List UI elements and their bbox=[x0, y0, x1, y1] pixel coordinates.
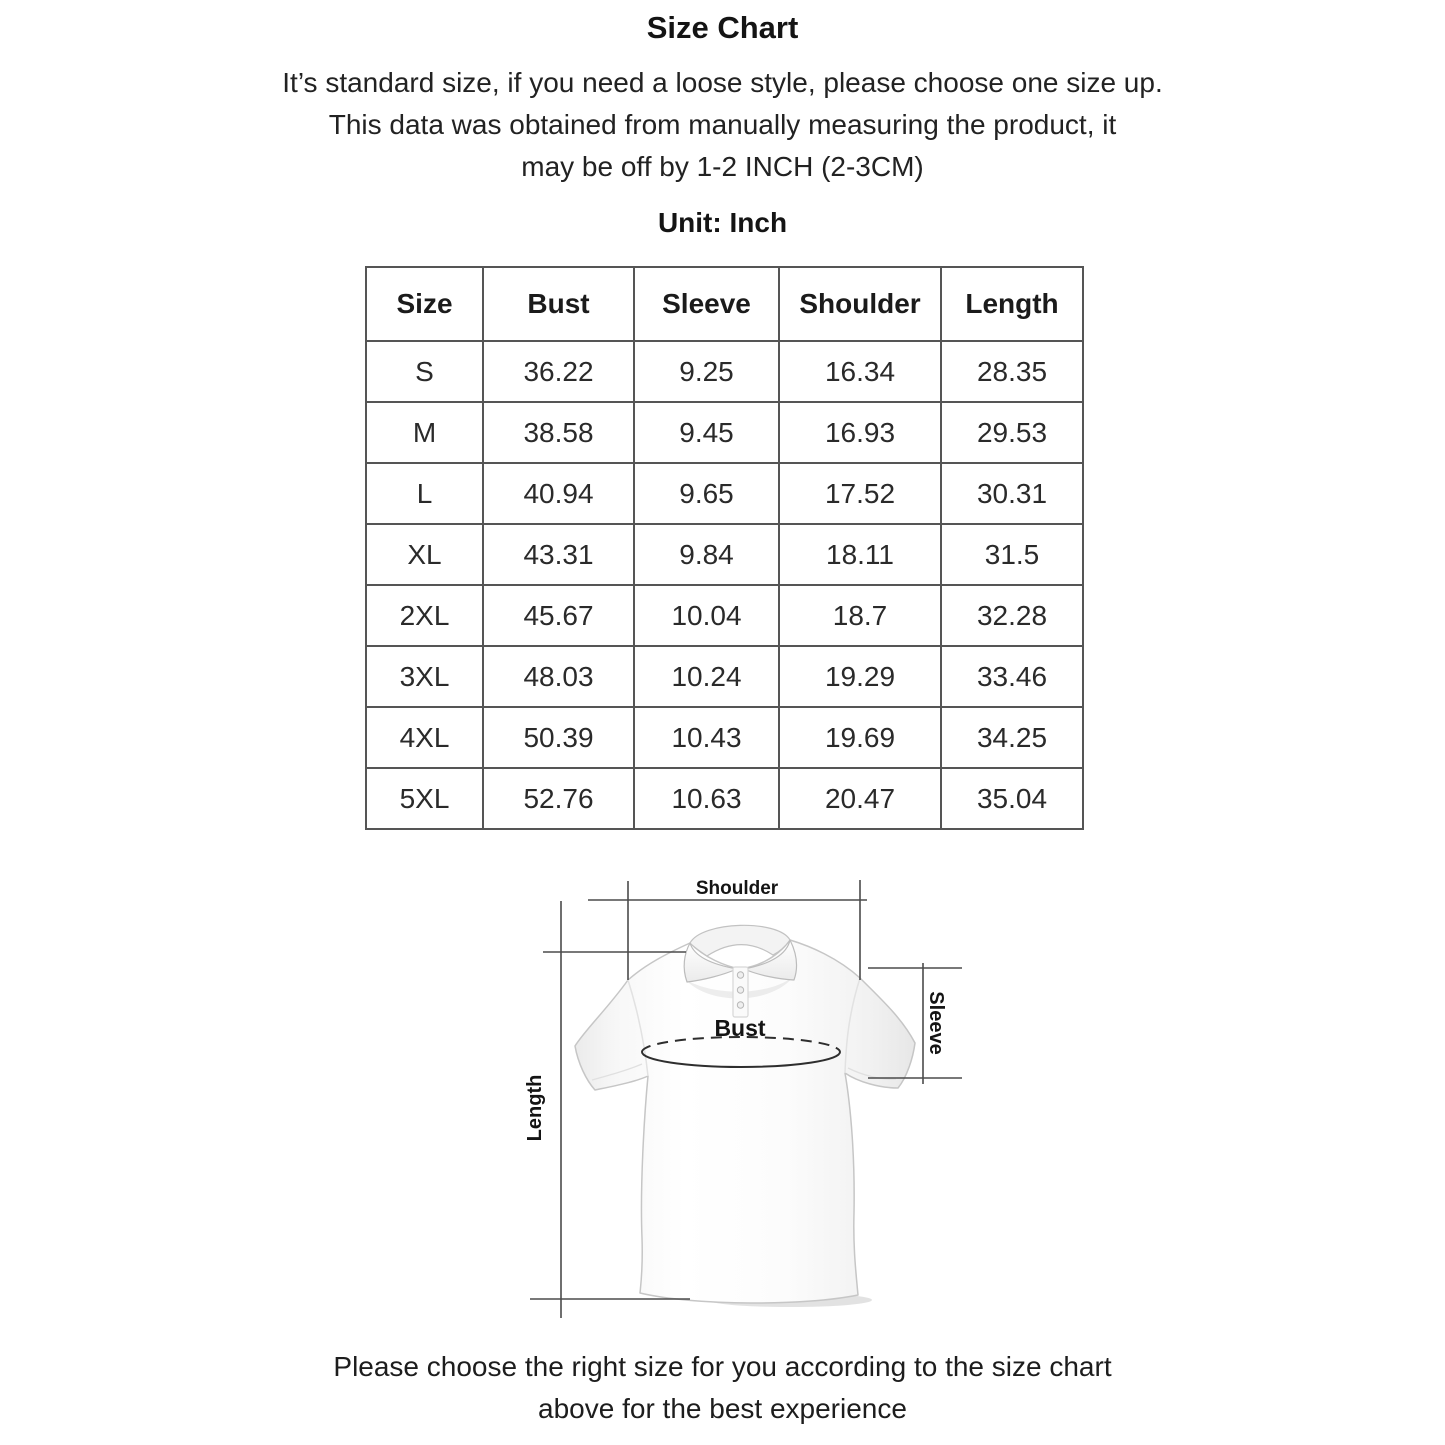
table-row bbox=[366, 707, 1083, 768]
table-cell: 20.47 bbox=[779, 768, 941, 829]
table-cell: 18.11 bbox=[779, 524, 941, 585]
unit-label: Unit: Inch bbox=[657, 207, 788, 238]
table-cell: 28.35 bbox=[941, 341, 1083, 402]
table-cell: 34.25 bbox=[941, 707, 1083, 768]
table-cell: 30.31 bbox=[941, 463, 1083, 524]
button bbox=[737, 1002, 743, 1008]
table-cell: 36.22 bbox=[483, 341, 634, 402]
table-cell: 3XL bbox=[366, 646, 483, 707]
table-cell: 16.93 bbox=[779, 402, 941, 463]
table-cell: 35.04 bbox=[941, 768, 1083, 829]
table-header-cell: Length bbox=[941, 267, 1083, 341]
table-cell: 10.04 bbox=[634, 585, 779, 646]
table-cell: 43.31 bbox=[483, 524, 634, 585]
table-cell: 50.39 bbox=[483, 707, 634, 768]
footer-line: Please choose the right size for you according to the size chart bbox=[333, 1351, 1112, 1382]
table-cell: 2XL bbox=[366, 585, 483, 646]
size-table bbox=[365, 266, 1084, 830]
table-cell: 9.65 bbox=[634, 463, 779, 524]
table-cell: 9.84 bbox=[634, 524, 779, 585]
table-row bbox=[366, 524, 1083, 585]
subtitle-line: This data was obtained from manually measuring the product, it bbox=[328, 109, 1117, 140]
table-cell: 32.28 bbox=[941, 585, 1083, 646]
table-row bbox=[366, 402, 1083, 463]
table-row bbox=[366, 463, 1083, 524]
table-cell: 19.69 bbox=[779, 707, 941, 768]
table-cell: 9.45 bbox=[634, 402, 779, 463]
table-cell: 10.24 bbox=[634, 646, 779, 707]
bust-label: Bust bbox=[714, 1015, 766, 1041]
table-row bbox=[366, 585, 1083, 646]
footer-note bbox=[0, 1346, 1445, 1430]
footer-line: above for the best experience bbox=[538, 1393, 907, 1424]
subtitle-line: may be off by 1-2 INCH (2-3CM) bbox=[521, 151, 924, 182]
button bbox=[737, 972, 743, 978]
table-header-cell: Sleeve bbox=[634, 267, 779, 341]
table-cell: L bbox=[366, 463, 483, 524]
subtitle bbox=[0, 62, 1445, 188]
table-cell: 19.29 bbox=[779, 646, 941, 707]
table-cell: 40.94 bbox=[483, 463, 634, 524]
table-cell: 29.53 bbox=[941, 402, 1083, 463]
table-header-cell: Size bbox=[366, 267, 483, 341]
table-row bbox=[366, 768, 1083, 829]
sleeve-label: Sleeve bbox=[925, 991, 947, 1055]
table-header-cell: Bust bbox=[483, 267, 634, 341]
table-cell: 18.7 bbox=[779, 585, 941, 646]
table-cell: 31.5 bbox=[941, 524, 1083, 585]
length-label: Length bbox=[524, 1074, 546, 1142]
table-cell: 38.58 bbox=[483, 402, 634, 463]
table-cell: 17.52 bbox=[779, 463, 941, 524]
table-header-row bbox=[366, 267, 1083, 341]
table-cell: M bbox=[366, 402, 483, 463]
table-cell: 33.46 bbox=[941, 646, 1083, 707]
table-cell: 5XL bbox=[366, 768, 483, 829]
table-cell: 16.34 bbox=[779, 341, 941, 402]
button bbox=[737, 987, 743, 993]
table-cell: 10.43 bbox=[634, 707, 779, 768]
page-title: Size Chart bbox=[646, 10, 799, 45]
table-cell: 10.63 bbox=[634, 768, 779, 829]
table-cell: XL bbox=[366, 524, 483, 585]
table-row bbox=[366, 646, 1083, 707]
shoulder-label: Shoulder bbox=[695, 878, 779, 899]
table-cell: 48.03 bbox=[483, 646, 634, 707]
collar-back-band bbox=[690, 925, 790, 956]
table-header-cell: Shoulder bbox=[779, 267, 941, 341]
subtitle-line: It’s standard size, if you need a loose style, please choose one size up. bbox=[282, 67, 1163, 98]
table-cell: 52.76 bbox=[483, 768, 634, 829]
table-cell: 4XL bbox=[366, 707, 483, 768]
table-row bbox=[366, 341, 1083, 402]
shirt-measurement-diagram bbox=[490, 858, 970, 1340]
table-cell: 45.67 bbox=[483, 585, 634, 646]
table-cell: S bbox=[366, 341, 483, 402]
table-cell: 9.25 bbox=[634, 341, 779, 402]
